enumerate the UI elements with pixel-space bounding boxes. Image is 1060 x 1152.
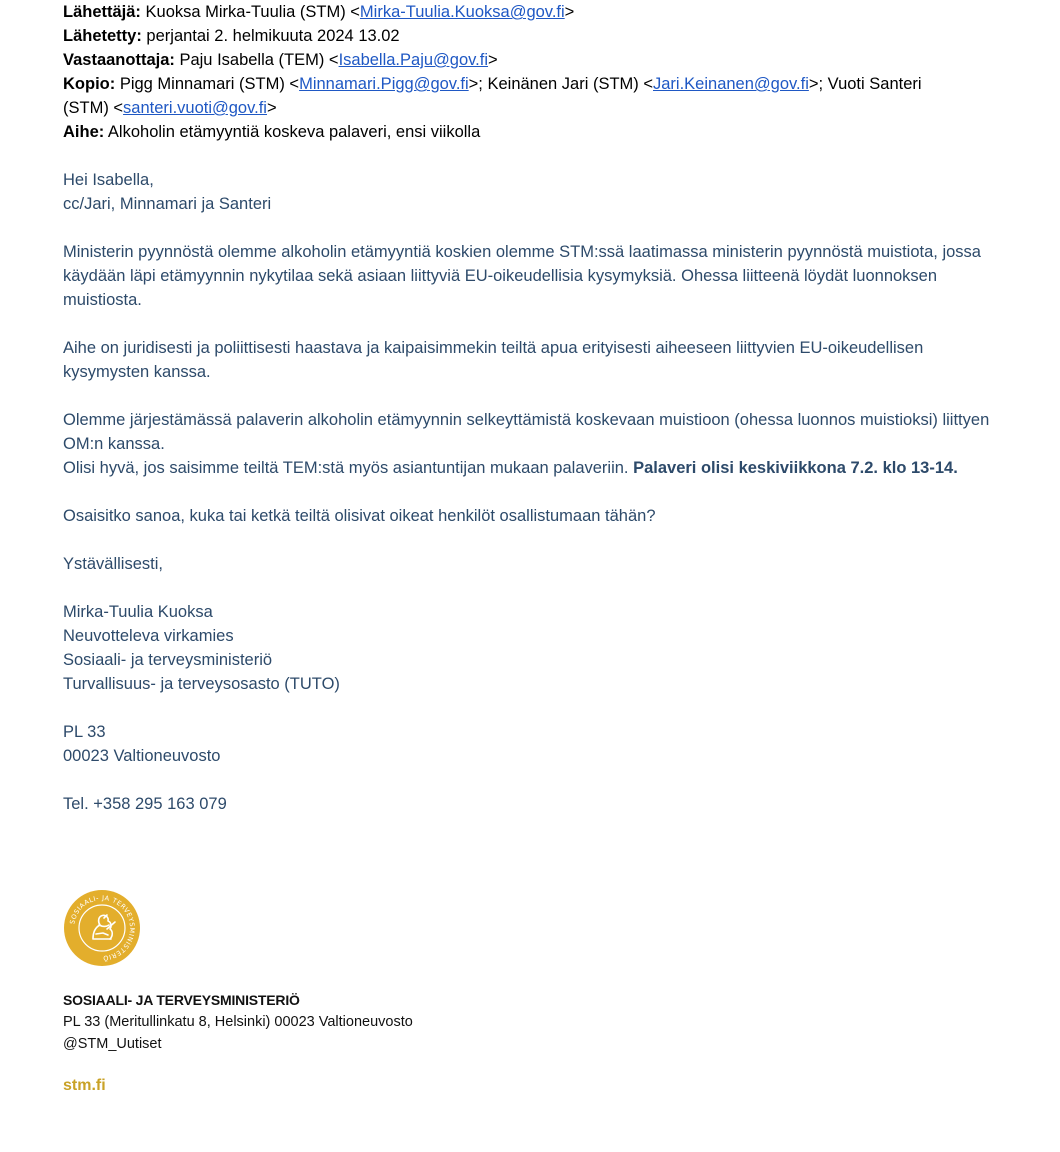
stm-lion-seal-icon <box>63 889 141 967</box>
cc-line <box>63 72 1013 120</box>
address-city: 00023 Valtioneuvosto <box>63 747 221 765</box>
sent-value: perjantai 2. helmikuuta 2024 13.02 <box>141 27 400 45</box>
address-po-box: PL 33 <box>63 723 106 741</box>
footer-website-link[interactable]: stm.fi <box>63 1077 106 1094</box>
signature-department: Turvallisuus- ja terveysosasto (TUTO) <box>63 675 340 693</box>
cc-3-name: >; Vuoti Santeri <box>808 75 922 93</box>
footer-twitter-handle: @STM_Uutiset <box>63 1036 162 1052</box>
meeting-time-highlight: Palaveri olisi keskiviikkona 7.2. klo 13-14. <box>633 459 958 477</box>
email-header <box>63 0 1013 144</box>
to-name: Paju Isabella (TEM) < <box>174 51 339 69</box>
to-label: Vastaanottaja: <box>63 51 175 69</box>
greeting: Hei Isabella, <box>63 171 154 189</box>
signature-title: Neuvotteleva virkamies <box>63 627 234 645</box>
cc-1-name: Pigg Minnamari (STM) < <box>115 75 300 93</box>
cc-3-email-link[interactable]: santeri.vuoti@gov.fi <box>123 99 267 117</box>
from-line <box>63 0 1013 24</box>
subject-value: Alkoholin etämyyntiä koskeva palaveri, ensi viikolla <box>104 123 481 141</box>
paragraph-2: Aihe on juridisesti ja poliittisesti haastava ja kaipaisimmekin teiltä apua erityisesti aiheeseen liittyvien EU-oikeudellisen kysymysten kanssa. <box>63 339 924 381</box>
cc-1-email-link[interactable]: Minnamari.Pigg@gov.fi <box>299 75 469 93</box>
footer-address: PL 33 (Meritullinkatu 8, Helsinki) 00023 Valtioneuvosto <box>63 1014 413 1030</box>
seal-ring-text: SOSIAALI- JA TERVEYSMINISTERIÖ <box>68 893 137 963</box>
from-email-link[interactable]: Mirka-Tuulia.Kuoksa@gov.fi <box>359 3 565 21</box>
paragraph-4 <box>63 456 1013 480</box>
footer <box>63 989 413 1055</box>
closing: Ystävällisesti, <box>63 555 163 573</box>
sent-label: Lähetetty: <box>63 27 142 45</box>
paragraph-4-text: Olisi hyvä, jos saisimme teiltä TEM:stä myös asiantuntijan mukaan palaveriin. <box>63 459 634 477</box>
signature-ministry: Sosiaali- ja terveysministeriö <box>63 651 273 669</box>
cc-label: Kopio: <box>63 75 116 93</box>
footer-org-name: SOSIAALI- JA TERVEYSMINISTERIÖ <box>63 992 300 1008</box>
email-document <box>63 0 1013 816</box>
sent-line <box>63 24 1013 48</box>
cc-2-name: >; Keinänen Jari (STM) < <box>468 75 653 93</box>
paragraph-3: Olemme järjestämässä palaverin alkoholin etämyynnin selkeyttämistä koskevaan muistioon (ohessa luonnos muistioksi) liittyen OM:n kanssa. <box>63 411 990 453</box>
to-email-link[interactable]: Isabella.Paju@gov.fi <box>338 51 489 69</box>
to-end: > <box>488 51 498 69</box>
cc-end: > <box>266 99 277 117</box>
subject-label: Aihe: <box>63 123 105 141</box>
paragraph-5: Osaisitko sanoa, kuka tai ketkä teiltä olisivat oikeat henkilöt osallistumaan tähän? <box>63 507 656 525</box>
from-label: Lähettäjä: <box>63 3 141 21</box>
signature-name: Mirka-Tuulia Kuoksa <box>63 603 213 621</box>
email-body <box>63 168 1013 816</box>
phone-number: Tel. +358 295 163 079 <box>63 795 227 813</box>
from-name: Kuoksa Mirka-Tuulia (STM) < <box>140 3 360 21</box>
cc-greeting: cc/Jari, Minnamari ja Santeri <box>63 195 272 213</box>
from-end: > <box>564 3 575 21</box>
subject-line <box>63 120 1013 144</box>
cc-3-name-cont: (STM) < <box>63 99 124 117</box>
paragraph-1: Ministerin pyynnöstä olemme alkoholin etämyyntiä koskien olemme STM:ssä laatimassa ministerin pyynnöstä muistiota, jossa käydään läpi etämyynnin nykytilaa sekä asiaan liittyviä EU-oikeudellisia kysymyksiä. Ohessa liitteenä löydät luonnoksen muistiosta. <box>63 243 981 309</box>
to-line <box>63 48 1013 72</box>
cc-2-email-link[interactable]: Jari.Keinanen@gov.fi <box>653 75 809 93</box>
